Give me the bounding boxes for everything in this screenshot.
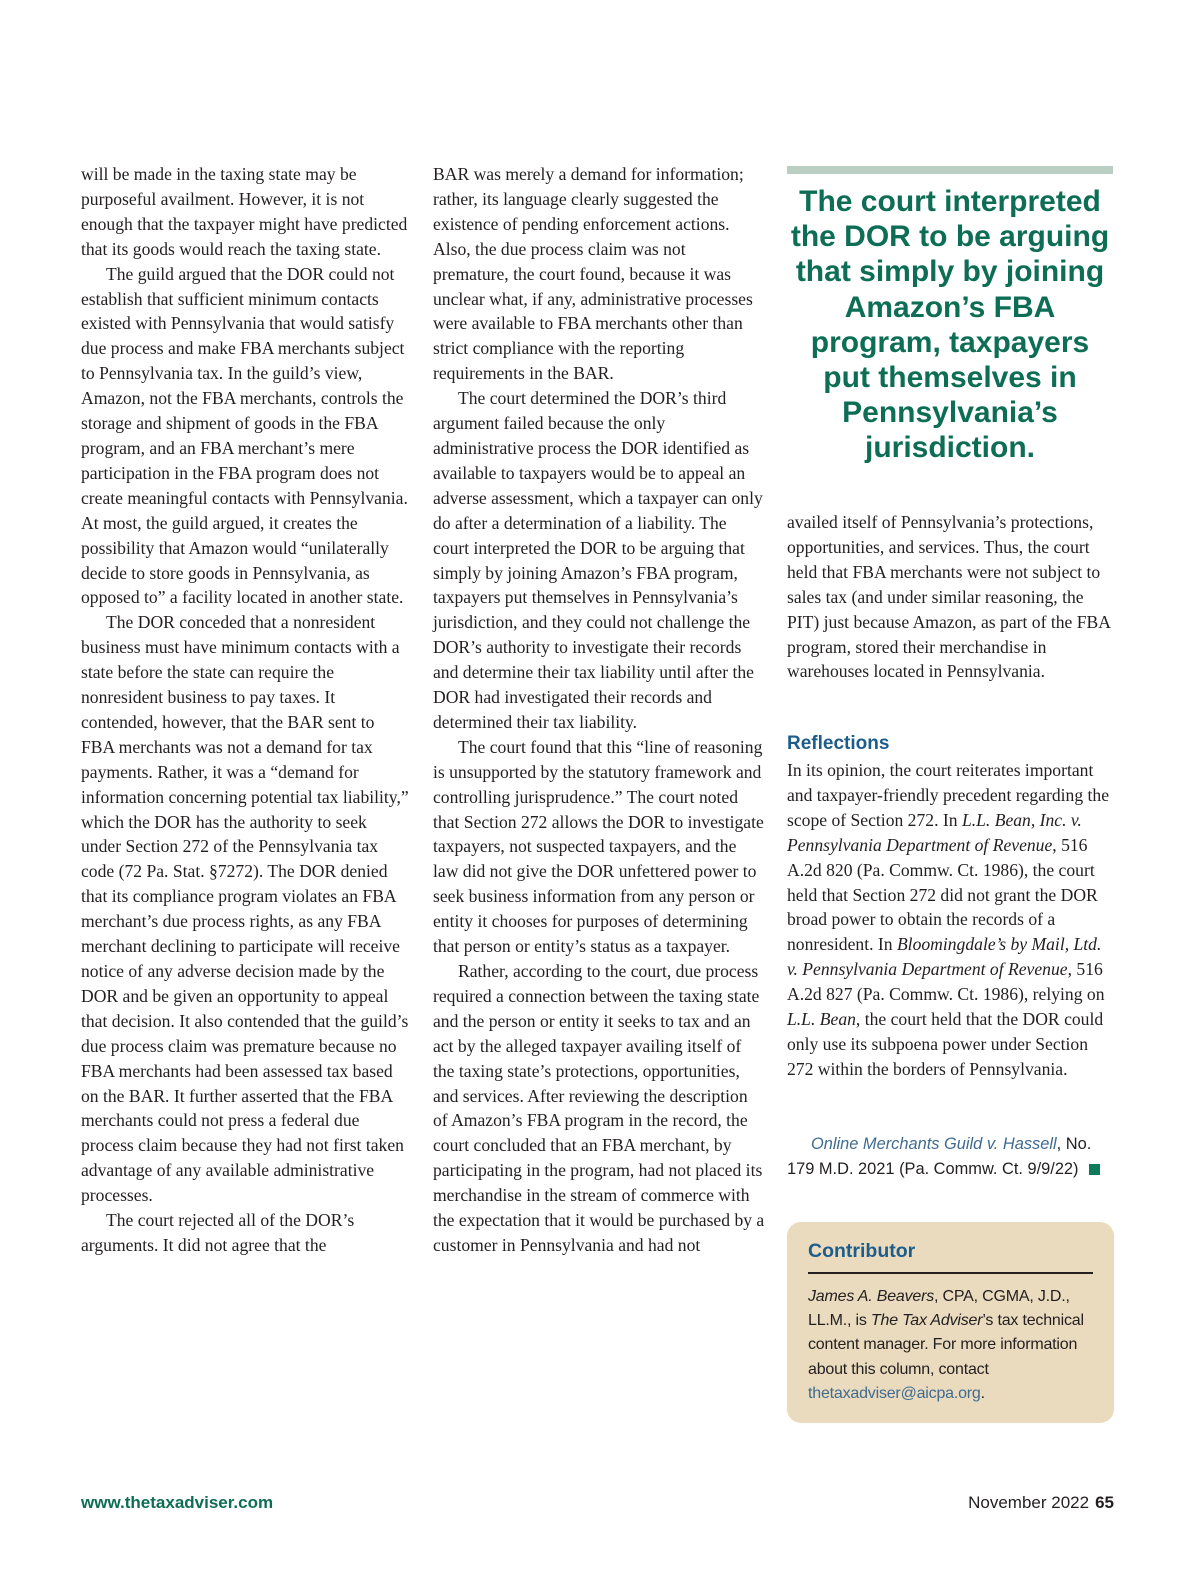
publication-name: The Tax Adviser [870, 1312, 983, 1330]
reflections-text-3: , 516 A.2d 827 (Pa. Commw. Ct. 1986), relying on [787, 959, 1105, 1005]
col2-paragraph-4: Rather, according to the court, due process required a connection between the taxing state and the person or entity it seeks to tax and an act by the alleged taxpayer availing itself of the taxing state’s protections, opportunities, and services. After reviewing the description of Amazon’s FBA program in the record, the court concluded that an FBA merchant, by participating in the program, had not placed its merchandise in the stream of commerce with the expectation that it would be purchased by a customer in Pennsylvania and had not [433, 961, 765, 1255]
reflections-text-2: , 516 A.2d 820 (Pa. Commw. Ct. 1986), the court held that Section 272 did not grant the DOR broad power to obtain the records of a nonresident. In [787, 834, 1098, 955]
footer-issue [968, 1493, 1114, 1513]
column-1 [81, 162, 411, 1258]
reflections-heading: Reflections [787, 733, 890, 754]
contributor-divider [808, 1272, 1093, 1274]
reflections-body [787, 758, 1113, 1082]
contributor-email-link[interactable]: thetaxadviser@aicpa.org [808, 1384, 981, 1402]
end-mark-icon [1089, 1164, 1100, 1175]
col2-paragraph-1: BAR was merely a demand for information; rather, its language clearly suggested the existence of pending enforcement actions. Also, the due process claim was not premature, the court found, because it was unclear what, if any, administrative processes were available to FBA merchants other than strict compliance with the reporting requirements in the BAR. [433, 164, 753, 384]
case-citation-details: , No. 179 M.D. 2021 (Pa. Commw. Ct. 9/9/22) [787, 1135, 1092, 1178]
col1-paragraph-4: The court rejected all of the DOR’s arguments. It did not agree that the [81, 1210, 355, 1255]
footer-website-link[interactable]: www.thetaxadviser.com [81, 1493, 274, 1512]
column-3 [787, 510, 1113, 684]
column-2 [433, 162, 765, 1258]
contributor-heading: Contributor [808, 1240, 916, 1262]
contributor-name: James A. Beavers [808, 1288, 935, 1305]
footer-date: November 2022 [968, 1493, 1090, 1512]
col1-paragraph-2: The guild argued that the DOR could not establish that sufficient minimum contacts existed with Pennsylvania that would satisfy due process and make FBA merchants subject to Pennsylvania tax. In the guild’s view, Amazon, not the FBA merchants, controls the storage and shipment of goods in the FBA program, and an FBA merchant’s mere participation in the FBA program does not create meaningful contacts with Pennsylvania. At most, the guild argued, it creates the possibility that Amazon would “unilaterally decide to store goods in Pennsylvania, as opposed to” a facility located in another state. [81, 263, 408, 608]
reflections-text-4: , the court held that the DOR could only use its subpoena power under Section 272 within the borders of Pennsylvania. [787, 1009, 1104, 1079]
case-bloomingdales: Bloomingdale’s by Mail, Ltd. v. Pennsylvania Department of Revenue [787, 934, 1102, 980]
contributor-box [787, 1222, 1114, 1423]
pull-quote-rule [787, 166, 1113, 174]
case-ll-bean: L.L. Bean, Inc. v. Pennsylvania Department of Revenue [787, 809, 1082, 855]
contributor-text-1: , CPA, CGMA, J.D., LL.M., is [808, 1288, 1070, 1330]
contributor-bio [808, 1285, 1098, 1406]
reflections-paragraph [787, 758, 1113, 1082]
case-citation-name: Online Merchants Guild v. Hassell [811, 1135, 1057, 1153]
case-citation [787, 1132, 1113, 1182]
contributor-text-2: ’s tax technical content manager. For more information about this column, contact [808, 1312, 1084, 1378]
case-ll-bean-short: L.L. Bean [787, 1009, 856, 1030]
col2-paragraph-3: The court found that this “line of reasoning is unsupported by the statutory framework and controlling jurisprudence.” The court noted that Section 272 allows the DOR to investigate taxpayers, not suspected taxpayers, and the law did not give the DOR unfettered power to seek business information from any person or entity it chooses for purposes of determining that person or entity’s status as a taxpayer. [433, 736, 764, 957]
col2-paragraph-2: The court determined the DOR’s third argument failed because the only administrative process the DOR identified as available to taxpayers would be to appeal an adverse assessment, which a taxpayer can only do after a determination of a liability. The court interpreted the DOR to be arguing that simply by joining Amazon’s FBA program, taxpayers put themselves in Pennsylvania’s jurisdiction, and they could not challenge the DOR’s authority to investigate their records and determine their tax liability until after the DOR had investigated their records and determined their tax liability. [433, 388, 763, 732]
page-number: 65 [1095, 1493, 1114, 1512]
reflections-text-1: In its opinion, the court reiterates important and taxpayer-friendly precedent regarding the scope of Section 272. In [787, 760, 1110, 830]
contributor-text-3: . [980, 1384, 985, 1402]
col1-paragraph-1: will be made in the taxing state may be purposeful availment. However, it is not enough that the taxpayer might have predicted that its goods would reach the taxing state. [81, 164, 408, 259]
col1-paragraph-3: The DOR conceded that a nonresident business must have minimum contacts with a state before the state can require the nonresident business to pay taxes. It contended, however, that the BAR sent to FBA merchants was not a demand for tax payments. Rather, it was a “demand for information concerning potential tax liability,” which the DOR has the authority to seek under Section 272 of the Pennsylvania tax code (72 Pa. Stat. §7272). The DOR denied that its compliance program violates an FBA merchant’s due process rights, as any FBA merchant declining to participate will receive notice of any adverse decision made by the DOR and be given an opportunity to appeal that decision. It also contended that the guild’s due process claim was premature because no FBA merchants had been assessed tax based on the BAR. It further asserted that the FBA merchants could not press a federal due process claim because they had not first taken advantage of any available administrative processes. [81, 612, 409, 1206]
col3-paragraph-1: availed itself of Pennsylvania’s protections, opportunities, and services. Thus, the court held that FBA merchants were not subject to sales tax (and under similar reasoning, the PIT) just because Amazon, as part of the FBA program, stored their merchandise in warehouses located in Pennsylvania. [787, 512, 1110, 682]
pull-quote: The court interpreted the DOR to be arguing that simply by joining Amazon’s FBA program, taxpayers put themselves in Pennsylvania’s jurisdiction. [790, 185, 1110, 465]
